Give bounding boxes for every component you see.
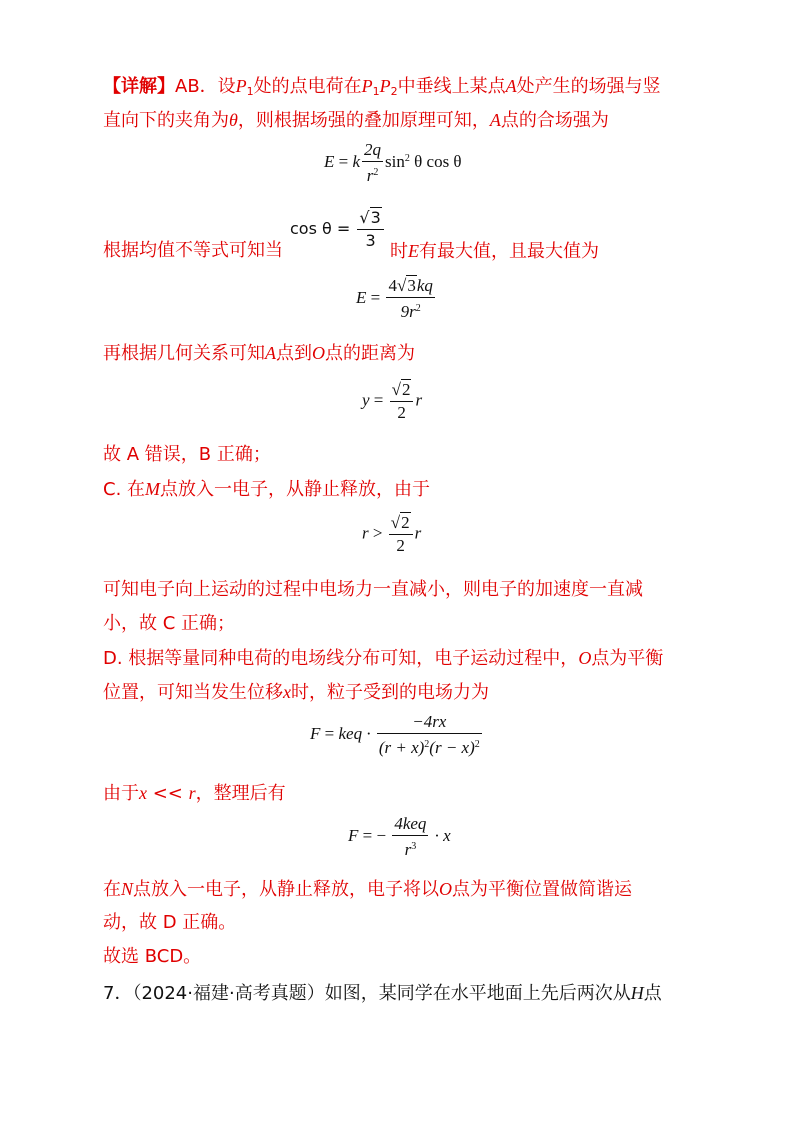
text-line-2: 直向下的夹角为θ，则根据场强的叠加原理可知，A点的合场强为 <box>103 110 609 131</box>
formula-distance: y = $\frac{√2}{2}$ r <box>362 380 423 422</box>
text-line-14: 故选 BCD。 <box>103 946 202 967</box>
formula-field-strength: E = k $\frac{2q}{r^2}$ $\sin^2 \theta$ cos θ <box>324 140 462 185</box>
formula-force-exact: F = keq · $\frac{-4rx}{(r + x)^2(r - x)^2}$ <box>310 712 480 757</box>
text-line-3b: 时E有最大值，且最大值为 <box>390 241 599 262</box>
text-line-11: 由于x << r，整理后有 <box>103 783 286 804</box>
formula-force-approx: F = − $\frac{\text{4keq}}{r^3}$ · x <box>348 814 451 859</box>
formula-inequality: r > $\frac{√2}{2}$ r <box>362 513 422 555</box>
text-line-10: 位置，可知当发生位移x时，粒子受到的电场力为 <box>103 682 489 703</box>
question-7-stem: 7．（2024·福建·高考真题）如图，某同学在水平地面上先后两次从H点 <box>103 983 662 1004</box>
text-line-5: 故 A 错误，B 正确； <box>103 444 271 465</box>
text-line-12: 在N点放入一电子，从静止释放，电子将以O点为平衡位置做简谐运 <box>103 879 633 900</box>
text-line-7: 可知电子向上运动的过程中电场力一直减小，则电子的加速度一直减 <box>103 579 643 600</box>
text-line-6: C. 在M点放入一电子，从静止释放，由于 <box>103 479 431 500</box>
formula-max-field: E = $\frac{4√3kq}{9r^2}$ <box>356 276 433 321</box>
text-line-9: D. 根据等量同种电荷的电场线分布可知，电子运动过程中，O点为平衡 <box>103 648 664 669</box>
text-line-1: 【详解】AB．设$P_1$处的点电荷在$P_1P_2$中垂线上某点A处产生的场强与竖 <box>103 76 661 98</box>
text-line-4: 再根据几何关系可知A点到O点的距离为 <box>103 343 415 364</box>
text-line-8: 小，故 C 正确； <box>103 613 236 634</box>
formula-cos-theta: cos θ = $\frac{√3}{3}$ <box>290 208 386 251</box>
text-line-13: 动，故 D 正确。 <box>103 912 237 933</box>
text-line-3: 根据均值不等式可知当 <box>103 240 283 261</box>
fraction: $\frac{2q}{r^2}$ <box>364 140 382 185</box>
